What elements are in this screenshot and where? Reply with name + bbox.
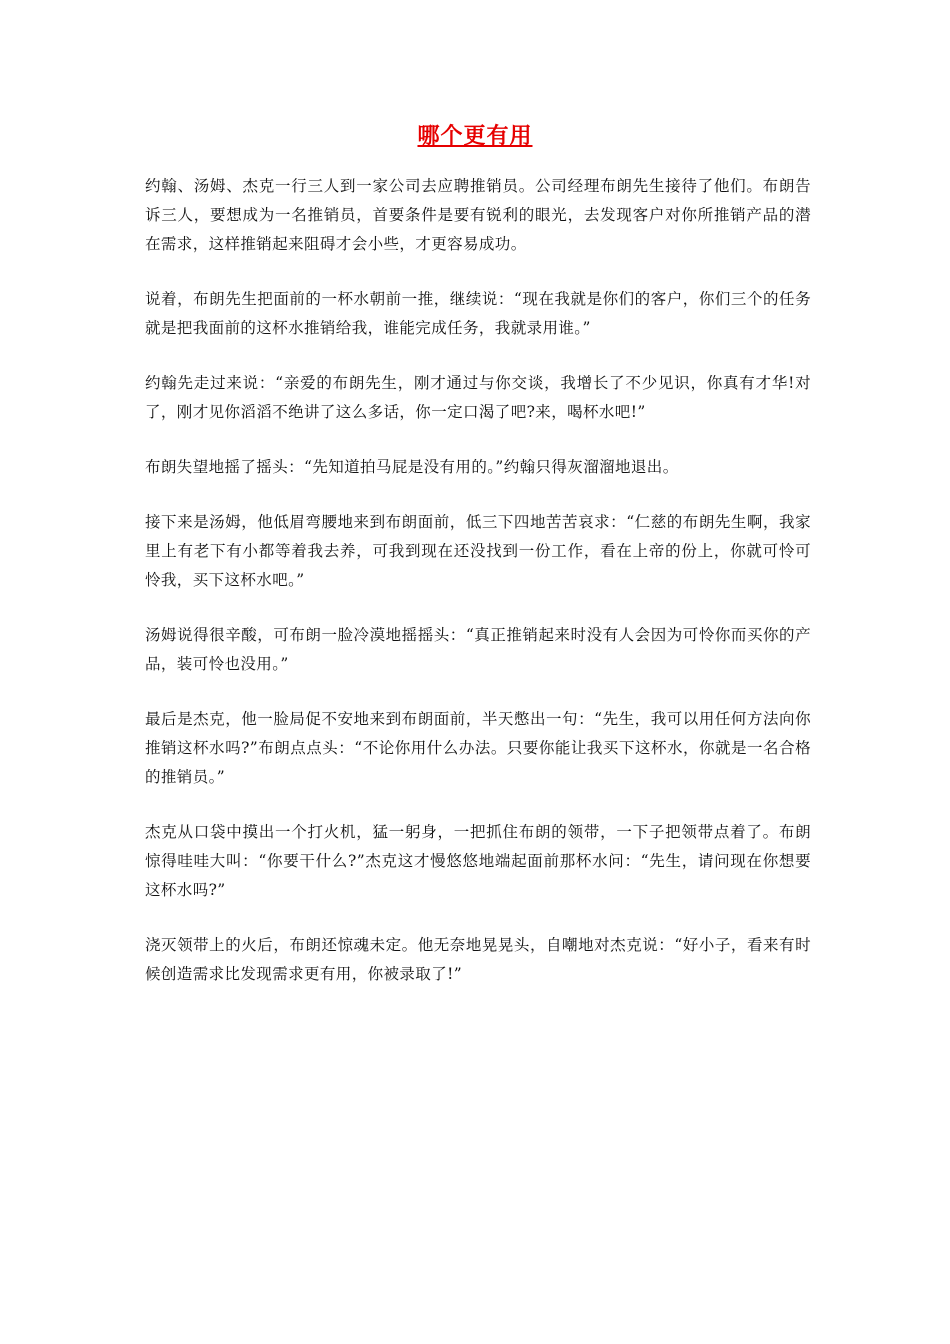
paragraph: 浇灭领带上的火后，布朗还惊魂未定。他无奈地晃晃头，自嘲地对杰克说：“好小子，看来有时候创造需求比发现需求更有用，你被录取了!”: [145, 936, 811, 983]
paragraph: 接下来是汤姆，他低眉弯腰地来到布朗面前，低三下四地苦苦哀求：“仁慈的布朗先生啊，我家里上有老下有小都等着我去养，可我到现在还没找到一份工作，看在上帝的份上，你就可怜可怜我，买下这杯水吧。”: [145, 513, 811, 589]
paragraph: 杰克从口袋中摸出一个打火机，猛一躬身，一把抓住布朗的领带，一下子把领带点着了。布朗惊得哇哇大叫：“你要干什么?”杰克这才慢悠悠地端起面前那杯水问：“先生，请问现在你想要这杯水吗?”: [145, 823, 811, 899]
paragraph: 说着，布朗先生把面前的一杯水朝前一推，继续说：“现在我就是你们的客户，你们三个的任务就是把我面前的这杯水推销给我，谁能完成任务，我就录用谁。”: [145, 290, 811, 337]
paragraph: 最后是杰克，他一脸局促不安地来到布朗面前，半天憋出一句：“先生，我可以用任何方法向你推销这杯水吗?”布朗点点头：“不论你用什么办法。只要你能让我买下这杯水，你就是一名合格的推销员。”: [145, 710, 811, 786]
paragraph: 约翰先走过来说：“亲爱的布朗先生，刚才通过与你交谈，我增长了不少见识，你真有才华!对了，刚才见你滔滔不绝讲了这么多话，你一定口渴了吧?来，喝杯水吧!”: [145, 374, 811, 421]
paragraph: 汤姆说得很辛酸，可布朗一脸冷漠地摇摇头：“真正推销起来时没有人会因为可怜你而买你的产品，装可怜也没用。”: [145, 626, 811, 673]
document-body: [145, 172, 811, 1015]
paragraph: 约翰、汤姆、杰克一行三人到一家公司去应聘推销员。公司经理布朗先生接待了他们。布朗告诉三人，要想成为一名推销员，首要条件是要有锐利的眼光，去发现客户对你所推销产品的潜在需求，这样推销起来阻碍才会小些，才更容易成功。: [145, 177, 811, 253]
document-title: 哪个更有用: [417, 123, 533, 149]
paragraph: 布朗失望地摇了摇头：“先知道拍马屁是没有用的。”约翰只得灰溜溜地退出。: [145, 458, 679, 476]
